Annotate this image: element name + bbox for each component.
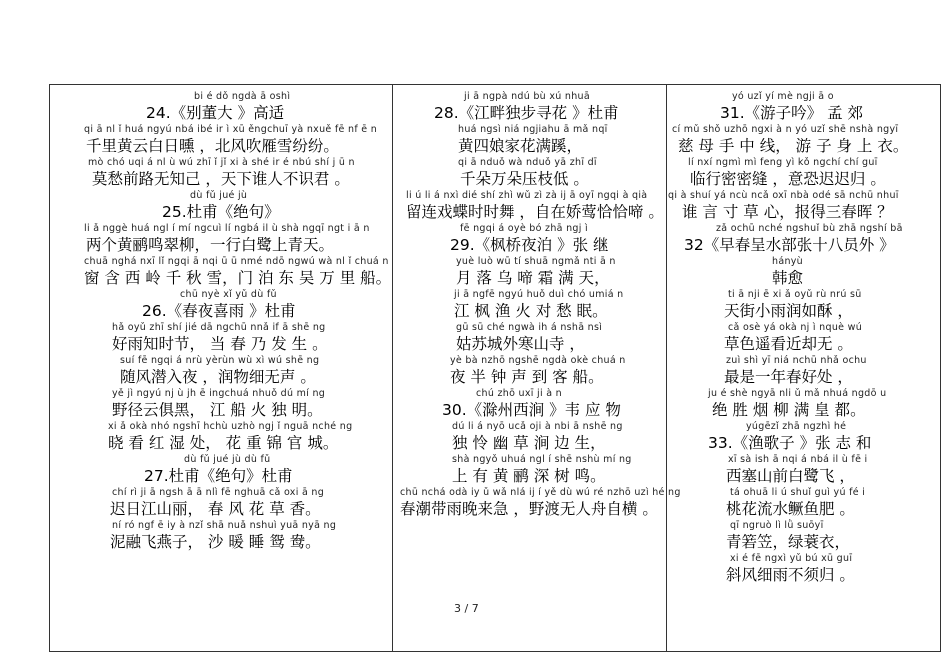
pinyin-line: ji ā ngpà ndú bù xú nhuā (464, 91, 590, 102)
pinyin-line: yě jì ngyú nj ù jh ē ingchuá nhuǒ dú mí ng (112, 388, 326, 399)
poem-text-line: 25.杜甫《绝句》 (162, 203, 280, 221)
poem-text-line: 韩愈 (772, 269, 804, 287)
poem-column-1 (84, 90, 396, 552)
poem-text-line: 天街小雨润如酥 ， (724, 302, 853, 320)
poem-text-line: 姑苏城外寒山寺 ， (456, 335, 585, 353)
pinyin-line: suí fē ngqi á nrù yèrùn wù xì wú shē ng (120, 355, 320, 366)
poem-text-line: 晓 看 红 湿 处， 花 重 锦 官 城。 (108, 434, 339, 452)
pinyin-line: dú li á nyō ucǎ oji à nbi ā nshē ng (452, 421, 623, 432)
pinyin-line: qī ngruò lì lǜ suōyī (730, 520, 824, 531)
pinyin-line: yuè luò wū tí shuā ngmǎ nti ā n (456, 256, 616, 267)
poem-text-line: 夜 半 钟 声 到 客 船。 (450, 368, 604, 386)
pinyin-line: qi ā nl ǐ huá ngyú nbá ibé ir ì xū ěngchuī yà nxuě fē nf ē n (84, 124, 378, 135)
poem-text-line: 月 落 乌 啼 霜 满 天， (456, 269, 610, 287)
poem-text-line: 千里黄云白日曛 ，北风吹雁雪纷纷。 (86, 137, 339, 155)
pinyin-line: fē ngqi á oyè bó zhā ngj ì (460, 223, 588, 234)
column-divider (666, 84, 667, 652)
poem-text-line: 29.《枫桥夜泊 》张 继 (450, 236, 609, 254)
poem-text-line: 斜风细雨不须归 。 (726, 566, 855, 584)
poem-text-line: 草色遥看近却无 。 (724, 335, 853, 353)
pinyin-line: bi é dǒ ngdà ā oshì (194, 91, 291, 102)
poem-text-line: 好雨知时节， 当 春 乃 发 生 。 (112, 335, 328, 353)
pinyin-line: hǎ oyǔ zhī shí jié dā ngchū nnǎ if ā shē ng (112, 322, 326, 333)
poem-text-line: 随风潜入夜 ，润物细无声 。 (120, 368, 316, 386)
pinyin-line: tá ohuā li ú shuǐ guì yú fé i (730, 487, 866, 498)
poem-text-line: 黄四娘家花满蹊， (458, 137, 583, 155)
poem-column-2 (398, 90, 681, 519)
pinyin-line: xi ǎ okà nhó ngshī hchù uzhò ngj ǐ nguā nché ng (108, 421, 353, 432)
pinyin-line: yúgēzǐ zhā ngzhì hé (746, 421, 847, 432)
pinyin-line: yó uzǐ yí mè ngji ā o (732, 91, 834, 102)
pinyin-line: xi é fē ngxì yǔ bú xū guī (730, 553, 853, 564)
pinyin-line: dù fǔ jué jù dù fǔ (184, 454, 271, 465)
pinyin-line: huá ngsì niá ngjiahu ā mǎ nqī (458, 124, 608, 135)
poem-text-line: 泥融飞燕子， 沙 暖 睡 鸳 鸯。 (110, 533, 321, 551)
pinyin-line: zǎ ochū nché ngshuǐ bù zhā ngshí bā (716, 223, 903, 234)
pinyin-line: ju é shè ngyā nli ǔ mǎ nhuá ngdō u (708, 388, 887, 399)
poem-text-line: 莫愁前路无知己 ，天下谁人不识君 。 (92, 170, 350, 188)
poem-text-line: 33.《渔歌子 》张 志 和 (708, 434, 872, 452)
pinyin-line: shà ngyǒ uhuá ngl í shē nshù mí ng (452, 454, 632, 465)
poem-text-line: 慈 母 手 中 线， 游 子 身 上 衣。 (678, 137, 909, 155)
poem-text-line: 两个黄鹂鸣翠柳，一行白鹭上青天。 (86, 236, 335, 254)
poem-text-line: 绝 胜 烟 柳 满 皇 都。 (712, 401, 866, 419)
pinyin-line: ji ā ngfē ngyú huǒ duì chó umiá n (454, 289, 624, 300)
poem-text-line: 江 枫 渔 火 对 愁 眠。 (454, 302, 608, 320)
pinyin-line: chí rì ji ā ngsh ā ā nlì fē nghuā cǎ oxi ā ng (112, 487, 325, 498)
poem-text-line: 窗 含 西 岭 千 秋 雪，门 泊 东 吴 万 里 船。 (84, 269, 392, 287)
poem-text-line: 26.《春夜喜雨 》杜甫 (142, 302, 296, 320)
pinyin-line: cí mǔ shǒ uzhō ngxi à n yó uzǐ shē nshà ngyī (672, 124, 899, 135)
pinyin-line: li ǎ nggè huá ngl í mí ngcuì lí ngbá il ù shà ngqī ngt i ā n (84, 223, 370, 234)
pinyin-line: qi ā nduǒ wà nduǒ yā zhī dī (458, 157, 597, 168)
pinyin-line: ní ró ngf ē iy à nzǐ shā nuǎ nshuì yuā nyā ng (112, 520, 337, 531)
poem-text-line: 青箬笠，绿蓑衣， (726, 533, 851, 551)
pinyin-line: mò chó uqi á nl ù wú zhī ǐ jǐ xi à shé ir é nbú shí j ū n (88, 157, 355, 168)
pinyin-line: yè bà nzhō ngshē ngdà okè chuá n (450, 355, 626, 366)
pinyin-line: chú zhō uxī ji à n (476, 388, 562, 399)
poem-text-line: 30.《滁州西涧 》韦 应 物 (442, 401, 621, 419)
pinyin-line: chū nyè xǐ yǔ dù fǔ (180, 289, 277, 300)
poem-text-line: 西塞山前白鹭飞 ， (726, 467, 855, 485)
poem-text-line: 临行密密缝 ，意恐迟迟归 。 (690, 170, 886, 188)
pinyin-line: chū nchá odà iy ǔ wǎ nlá ij í yě dù wú ré nzhō uzì hé ng (400, 487, 681, 498)
poem-text-line: 桃花流水鳜鱼肥 。 (726, 500, 855, 518)
poem-text-line: 32《早春呈水部张十八员外 》 (684, 236, 895, 254)
pinyin-line: qi à shuí yá ncù ncǎ oxī nbà odé sā nchū nhuī (668, 190, 899, 201)
pinyin-line: hányù (772, 256, 804, 267)
poem-text-line: 31.《游子吟》 孟 郊 (720, 104, 864, 122)
poem-text-line: 谁 言 寸 草 心，报得三春晖 ？ (682, 203, 893, 221)
pinyin-line: li ú li á nxì dié shí zhì wǔ zì zà ij ā oyī ngqi à qià (406, 190, 648, 201)
pinyin-line: dù fǔ jué jù (190, 190, 248, 201)
pinyin-line: lí nxí ngmì mì feng yì kǒ ngchí chí guī (688, 157, 878, 168)
poem-column-3 (668, 90, 940, 585)
page-number: 3 / 7 (454, 602, 479, 615)
pinyin-line: ti ā nji ē xi ǎ oyǔ rù nrú sū (728, 289, 862, 300)
poem-text-line: 24.《别董大 》高适 (146, 104, 285, 122)
pinyin-line: cǎ osè yá okà nj ì nquè wú (728, 322, 863, 333)
poem-text-line: 27.杜甫《绝句》杜甫 (144, 467, 293, 485)
poem-text-line: 迟日江山丽， 春 风 花 草 香。 (110, 500, 321, 518)
pinyin-line: gū sū ché ngwà ih á nshā nsì (456, 322, 603, 333)
pinyin-line: zuì shì yī niá nchū nhǎ ochu (726, 355, 867, 366)
pinyin-line: chuā nghá nxī lǐ ngqi ā nqi ū ū nmé ndō ngwú wà nl ǐ chuá n (84, 256, 389, 267)
poem-text-line: 野径云俱黑， 江 船 火 独 明。 (112, 401, 323, 419)
poem-text-line: 千朵万朵压枝低 。 (460, 170, 589, 188)
poem-text-line: 28.《江畔独步寻花 》杜甫 (434, 104, 619, 122)
poem-text-line: 上 有 黄 鹂 深 树 鸣。 (452, 467, 606, 485)
pinyin-line: xī sà ish ā nqi á nbá il ù fē i (728, 454, 868, 465)
poem-text-line: 留连戏蝶时时舞 ，自在娇莺恰恰啼 。 (406, 203, 664, 221)
poem-text-line: 最是一年春好处 ， (724, 368, 853, 386)
poem-text-line: 春潮带雨晚来急 ，野渡无人舟自横 。 (400, 500, 658, 518)
poem-text-line: 独 怜 幽 草 涧 边 生， (452, 434, 606, 452)
